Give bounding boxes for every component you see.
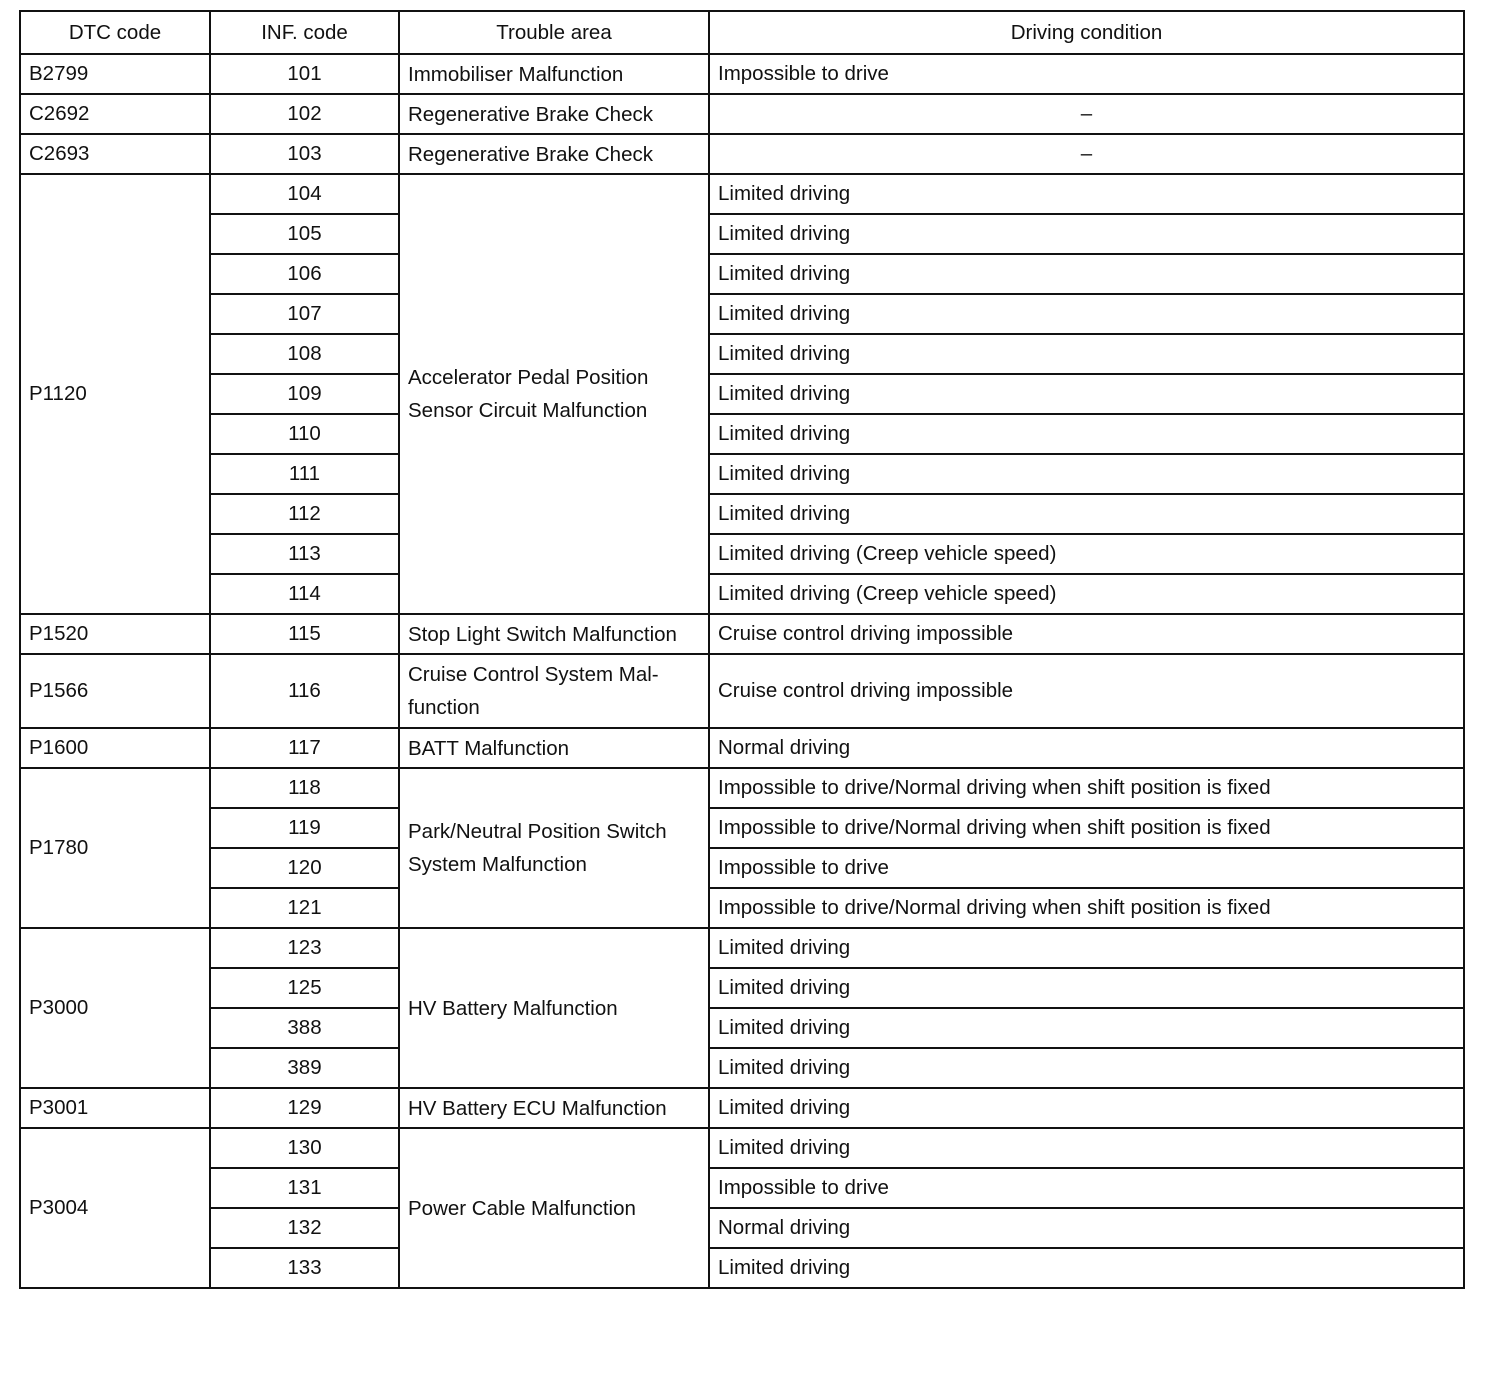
trouble-area-cell: BATT Malfunction	[399, 728, 709, 768]
driving-condition-cell: Limited driving	[709, 174, 1464, 214]
inf-code-cell: 132	[210, 1208, 399, 1248]
driving-condition-cell: Limited driving	[709, 294, 1464, 334]
inf-code-cell: 103	[210, 134, 399, 174]
header-row	[20, 11, 1464, 54]
dtc-code-cell: P1600	[20, 728, 210, 768]
driving-condition-cell: Impossible to drive/Normal driving when shift position is fixed	[709, 808, 1464, 848]
inf-code-cell: 121	[210, 888, 399, 928]
inf-code-cell: 112	[210, 494, 399, 534]
driving-condition-cell: Impossible to drive	[709, 54, 1464, 94]
driving-condition-cell: Impossible to drive	[709, 1168, 1464, 1208]
driving-condition-cell: Limited driving	[709, 1048, 1464, 1088]
inf-code-cell: 133	[210, 1248, 399, 1288]
table-row	[20, 134, 1464, 174]
inf-code-cell: 119	[210, 808, 399, 848]
inf-code-cell: 101	[210, 54, 399, 94]
driving-condition-cell: Cruise control driving impossible	[709, 614, 1464, 654]
trouble-area-cell: Regenerative Brake Check	[399, 94, 709, 134]
header-inf-code: INF. code	[210, 11, 399, 54]
driving-condition-cell: Limited driving	[709, 494, 1464, 534]
inf-code-cell: 105	[210, 214, 399, 254]
driving-condition-cell: Limited driving	[709, 454, 1464, 494]
driving-condition-cell: Impossible to drive/Normal driving when shift position is fixed	[709, 888, 1464, 928]
dtc-code-cell: P1120	[20, 174, 210, 614]
driving-condition-cell: Limited driving	[709, 1008, 1464, 1048]
table-row	[20, 768, 1464, 808]
inf-code-cell: 114	[210, 574, 399, 614]
driving-condition-cell: Limited driving	[709, 928, 1464, 968]
inf-code-cell: 117	[210, 728, 399, 768]
table-row	[20, 848, 1464, 888]
trouble-area-cell: Regenerative Brake Check	[399, 134, 709, 174]
table-row	[20, 1088, 1464, 1128]
table-row	[20, 294, 1464, 334]
table-row	[20, 1008, 1464, 1048]
driving-condition-cell: Limited driving	[709, 968, 1464, 1008]
inf-code-cell: 109	[210, 374, 399, 414]
trouble-area-cell: HV Battery ECU Malfunction	[399, 1088, 709, 1128]
table-row	[20, 254, 1464, 294]
inf-code-cell: 102	[210, 94, 399, 134]
inf-code-cell: 120	[210, 848, 399, 888]
dtc-code-cell: P3004	[20, 1128, 210, 1288]
trouble-area-cell: Stop Light Switch Malfunction	[399, 614, 709, 654]
dtc-code-cell: P1520	[20, 614, 210, 654]
inf-code-cell: 113	[210, 534, 399, 574]
driving-condition-cell: Limited driving	[709, 214, 1464, 254]
trouble-area-cell: Power Cable Malfunction	[399, 1128, 709, 1288]
driving-condition-cell: Limited driving	[709, 334, 1464, 374]
driving-condition-cell: –	[709, 94, 1464, 134]
header-dtc-code: DTC code	[20, 11, 210, 54]
driving-condition-cell: Limited driving	[709, 374, 1464, 414]
inf-code-cell: 108	[210, 334, 399, 374]
inf-code-cell: 129	[210, 1088, 399, 1128]
driving-condition-cell: Normal driving	[709, 728, 1464, 768]
inf-code-cell: 106	[210, 254, 399, 294]
table-row	[20, 614, 1464, 654]
dtc-table	[19, 10, 1465, 1289]
dtc-code-cell: C2692	[20, 94, 210, 134]
inf-code-cell: 123	[210, 928, 399, 968]
table-row	[20, 174, 1464, 214]
table-row	[20, 1048, 1464, 1088]
table-row	[20, 1128, 1464, 1168]
dtc-code-cell: P1566	[20, 654, 210, 728]
driving-condition-cell: Limited driving	[709, 1128, 1464, 1168]
table-row	[20, 728, 1464, 768]
inf-code-cell: 116	[210, 654, 399, 728]
dtc-code-cell: P3000	[20, 928, 210, 1088]
inf-code-cell: 107	[210, 294, 399, 334]
inf-code-cell: 131	[210, 1168, 399, 1208]
dtc-code-cell: P1780	[20, 768, 210, 928]
table-row	[20, 494, 1464, 534]
driving-condition-cell: Limited driving	[709, 1248, 1464, 1288]
trouble-area-cell: HV Battery Malfunction	[399, 928, 709, 1088]
driving-condition-cell: Limited driving (Creep vehicle speed)	[709, 534, 1464, 574]
table-row	[20, 654, 1464, 728]
table-header	[20, 11, 1464, 54]
inf-code-cell: 110	[210, 414, 399, 454]
inf-code-cell: 104	[210, 174, 399, 214]
table-row	[20, 574, 1464, 614]
driving-condition-cell: Limited driving	[709, 1088, 1464, 1128]
table-row	[20, 1208, 1464, 1248]
table-row	[20, 1248, 1464, 1288]
trouble-area-cell: Accelerator Pedal Position Sensor Circuit Malfunction	[399, 174, 709, 614]
trouble-area-cell: Immobiliser Malfunction	[399, 54, 709, 94]
inf-code-cell: 389	[210, 1048, 399, 1088]
table-row	[20, 214, 1464, 254]
table-row	[20, 334, 1464, 374]
inf-code-cell: 111	[210, 454, 399, 494]
trouble-area-cell: Cruise Control System Mal-function	[399, 654, 709, 728]
dtc-code-cell: C2693	[20, 134, 210, 174]
dtc-code-cell: B2799	[20, 54, 210, 94]
table-row	[20, 374, 1464, 414]
driving-condition-cell: Cruise control driving impossible	[709, 654, 1464, 728]
table-row	[20, 534, 1464, 574]
header-trouble-area: Trouble area	[399, 11, 709, 54]
inf-code-cell: 115	[210, 614, 399, 654]
table-row	[20, 808, 1464, 848]
driving-condition-cell: Normal driving	[709, 1208, 1464, 1248]
table-row	[20, 94, 1464, 134]
table-body	[20, 54, 1464, 1288]
table-row	[20, 928, 1464, 968]
inf-code-cell: 118	[210, 768, 399, 808]
table-row	[20, 454, 1464, 494]
driving-condition-cell: Impossible to drive	[709, 848, 1464, 888]
table-row	[20, 888, 1464, 928]
driving-condition-cell: –	[709, 134, 1464, 174]
driving-condition-cell: Limited driving	[709, 254, 1464, 294]
driving-condition-cell: Limited driving	[709, 414, 1464, 454]
table-row	[20, 1168, 1464, 1208]
inf-code-cell: 130	[210, 1128, 399, 1168]
header-driving-condition: Driving condition	[709, 11, 1464, 54]
driving-condition-cell: Limited driving (Creep vehicle speed)	[709, 574, 1464, 614]
inf-code-cell: 125	[210, 968, 399, 1008]
table-row	[20, 54, 1464, 94]
table-row	[20, 968, 1464, 1008]
table-row	[20, 414, 1464, 454]
driving-condition-cell: Impossible to drive/Normal driving when shift position is fixed	[709, 768, 1464, 808]
trouble-area-cell: Park/Neutral Position Switch System Malfunction	[399, 768, 709, 928]
inf-code-cell: 388	[210, 1008, 399, 1048]
dtc-code-cell: P3001	[20, 1088, 210, 1128]
